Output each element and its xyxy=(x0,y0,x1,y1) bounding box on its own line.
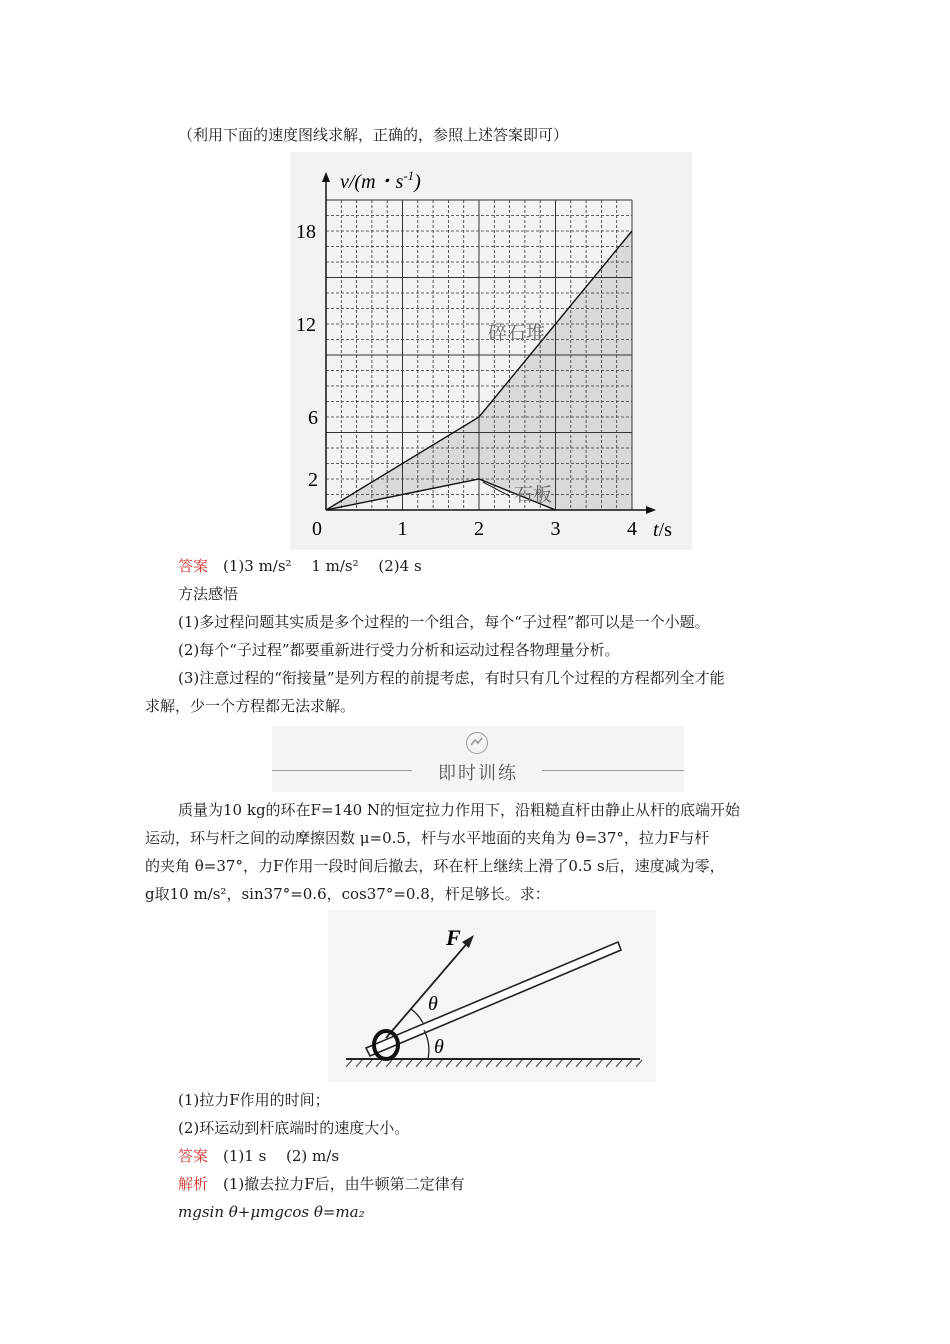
analysis-text: (1)撤去拉力F后，由牛顿第二定律有 xyxy=(208,1175,465,1193)
ring-rod-diagram xyxy=(328,910,656,1082)
answer-label: 答案 xyxy=(178,557,209,575)
answer-line-2 xyxy=(178,1146,339,1166)
problem-line-1: 质量为10 kg的环在F=140 N的恒定拉力作用下，沿粗糙直杆由静止从杆的底端开始 xyxy=(178,801,741,819)
answer-label-2: 答案 xyxy=(178,1147,209,1165)
angle-label-rod-ground: θ xyxy=(434,1036,444,1058)
x-axis-label xyxy=(653,519,672,541)
section-rule-left xyxy=(272,770,412,771)
series-label-slab: 石板 xyxy=(514,484,553,506)
method-point-3-cont: 求解，少一个方程都无法求解。 xyxy=(145,697,356,715)
y-axis-label-sup: -1 xyxy=(403,168,415,183)
x-tick-label: 2 xyxy=(474,518,484,540)
answer-text: (1)3 m/s² 1 m/s² (2)4 s xyxy=(208,557,422,575)
problem-line-2: 运动，环与杆之间的动摩擦因数 μ=0.5，杆与水平地面的夹角为 θ=37°，拉力F与杆 xyxy=(145,829,710,847)
x-axis-label-unit: /s xyxy=(658,519,672,541)
answer-text-2: (1)1 s (2) m/s xyxy=(208,1147,340,1165)
method-point-2: (2)每个“子过程”都要重新进行受力分析和运动过程各物理量分析。 xyxy=(178,641,620,659)
y-tick-label: 12 xyxy=(296,314,316,336)
question-2: (2)环运动到杆底端时的速度大小。 xyxy=(178,1119,410,1137)
method-point-3: (3)注意过程的“衔接量”是列方程的前提考虑，有时只有几个过程的方程都列全才能 xyxy=(178,669,725,687)
analysis-equation: mgsin θ+μmgcos θ=ma₂ xyxy=(178,1203,365,1221)
angle-label-force-rod: θ xyxy=(428,993,438,1015)
intro-note: （利用下面的速度图线求解，正确的，参照上述答案即可） xyxy=(178,126,569,144)
y-axis-label-main: v/(m・s xyxy=(340,171,404,193)
question-1: (1)拉力F作用的时间； xyxy=(178,1091,330,1109)
x-tick-label: 3 xyxy=(550,518,561,540)
y-axis-label-close: ) xyxy=(414,171,421,193)
section-rule-right xyxy=(542,770,684,771)
velocity-time-chart xyxy=(290,152,692,550)
answer-line xyxy=(178,556,422,576)
x-tick-label: 0 xyxy=(312,518,322,540)
analysis-label: 解析 xyxy=(178,1175,209,1193)
section-title: 即时训练 xyxy=(438,763,518,784)
x-tick-label: 4 xyxy=(627,518,637,540)
x-axis-label-var: t xyxy=(653,519,659,541)
y-tick-label: 2 xyxy=(308,469,318,491)
analysis-line xyxy=(178,1174,465,1194)
method-title: 方法感悟 xyxy=(178,585,239,603)
problem-line-4: g取10 m/s²，sin37°=0.6，cos37°=0.8，杆足够长。求： xyxy=(145,885,550,903)
practice-icon xyxy=(466,732,488,754)
method-point-1: (1)多过程问题其实质是多个过程的一个组合，每个“子过程”都可以是一个小题。 xyxy=(178,613,710,631)
series-label-rubble: 碎石堆 xyxy=(488,322,546,344)
section-header xyxy=(272,726,684,792)
problem-line-3: 的夹角 θ=37°，力F作用一段时间后撤去，环在杆上继续上滑了0.5 s后，速度减为零， xyxy=(145,857,725,875)
y-tick-label: 6 xyxy=(308,407,318,429)
y-tick-label: 18 xyxy=(296,221,316,243)
x-tick-label: 1 xyxy=(397,518,408,540)
force-label: F xyxy=(446,925,461,950)
